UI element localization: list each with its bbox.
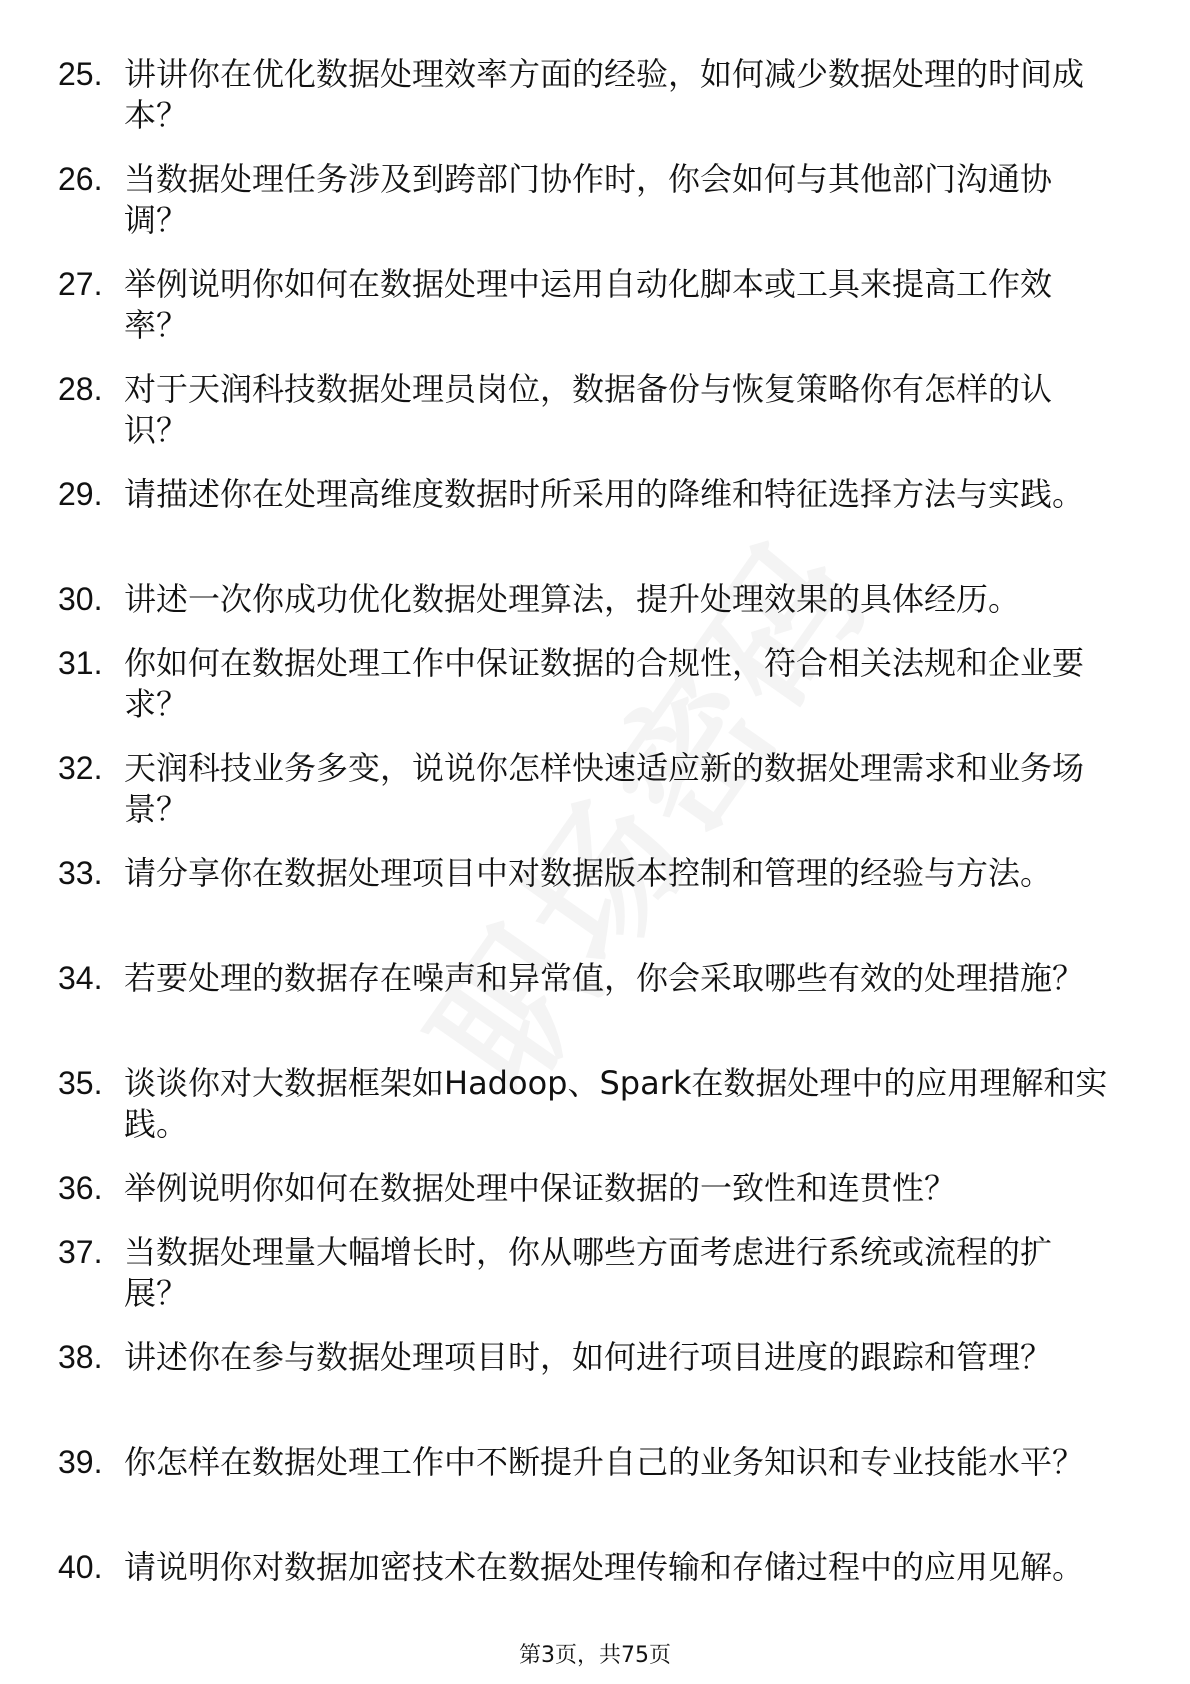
list-item [58, 748, 1108, 830]
question-number: 39. [58, 1444, 103, 1480]
list-item [58, 1547, 1108, 1629]
question-number: 29. [58, 476, 103, 512]
question-text: 你如何在数据处理工作中保证数据的合规性，符合相关法规和企业要求？ [124, 644, 1085, 723]
question-text: 请分享你在数据处理项目中对数据版本控制和管理的经验与方法。 [124, 854, 1053, 892]
question-number: 32. [58, 750, 103, 786]
question-text: 讲讲你在优化数据处理效率方面的经验，如何减少数据处理的时间成本？ [124, 55, 1085, 134]
question-text: 请描述你在处理高维度数据时所采用的降维和特征选择方法与实践。 [124, 475, 1085, 513]
question-number: 25. [58, 56, 103, 92]
question-text: 若要处理的数据存在噪声和异常值，你会采取哪些有效的处理措施？ [124, 959, 1085, 997]
list-item [58, 579, 1108, 620]
list-item [58, 1168, 1108, 1209]
list-item [58, 54, 1108, 136]
list-item [58, 264, 1108, 346]
question-text: 讲述你在参与数据处理项目时，如何进行项目进度的跟踪和管理？ [124, 1338, 1053, 1376]
list-item [58, 1063, 1108, 1145]
list-item [58, 643, 1108, 725]
question-number: 40. [58, 1549, 103, 1585]
question-number: 28. [58, 371, 103, 407]
question-text: 举例说明你如何在数据处理中保证数据的一致性和连贯性？ [124, 1169, 957, 1207]
list-item [58, 474, 1108, 556]
question-number: 33. [58, 855, 103, 891]
question-text: 讲述一次你成功优化数据处理算法，提升处理效果的具体经历。 [124, 580, 1021, 618]
question-number: 27. [58, 266, 103, 302]
question-text: 天润科技业务多变，说说你怎样快速适应新的数据处理需求和业务场景？ [124, 749, 1085, 828]
question-number: 31. [58, 645, 103, 681]
question-text: 对于天润科技数据处理员岗位，数据备份与恢复策略你有怎样的认识？ [124, 370, 1053, 449]
list-item [58, 1442, 1108, 1524]
question-list [58, 54, 1108, 1652]
list-item [58, 159, 1108, 241]
question-text: 谈谈你对大数据框架如Hadoop、Spark在数据处理中的应用理解和实践。 [124, 1064, 1108, 1143]
question-text: 你怎样在数据处理工作中不断提升自己的业务知识和专业技能水平？ [124, 1443, 1085, 1481]
page-number: 第3页，共75页 [519, 1643, 671, 1668]
question-number: 34. [58, 960, 103, 996]
question-number: 26. [58, 161, 103, 197]
question-number: 36. [58, 1170, 103, 1206]
question-text: 当数据处理任务涉及到跨部门协作时，你会如何与其他部门沟通协调？ [124, 160, 1053, 239]
question-number: 30. [58, 581, 103, 617]
question-text: 请说明你对数据加密技术在数据处理传输和存储过程中的应用见解。 [124, 1548, 1085, 1586]
question-text: 当数据处理量大幅增长时，你从哪些方面考虑进行系统或流程的扩展？ [124, 1233, 1053, 1312]
question-number: 38. [58, 1339, 103, 1375]
list-item [58, 1232, 1108, 1314]
list-item [58, 1337, 1108, 1419]
list-item [58, 853, 1108, 935]
list-item [58, 958, 1108, 1040]
question-text: 举例说明你如何在数据处理中运用自动化脚本或工具来提高工作效率？ [124, 265, 1053, 344]
question-number: 37. [58, 1234, 103, 1270]
list-item [58, 369, 1108, 451]
question-number: 35. [58, 1065, 103, 1101]
